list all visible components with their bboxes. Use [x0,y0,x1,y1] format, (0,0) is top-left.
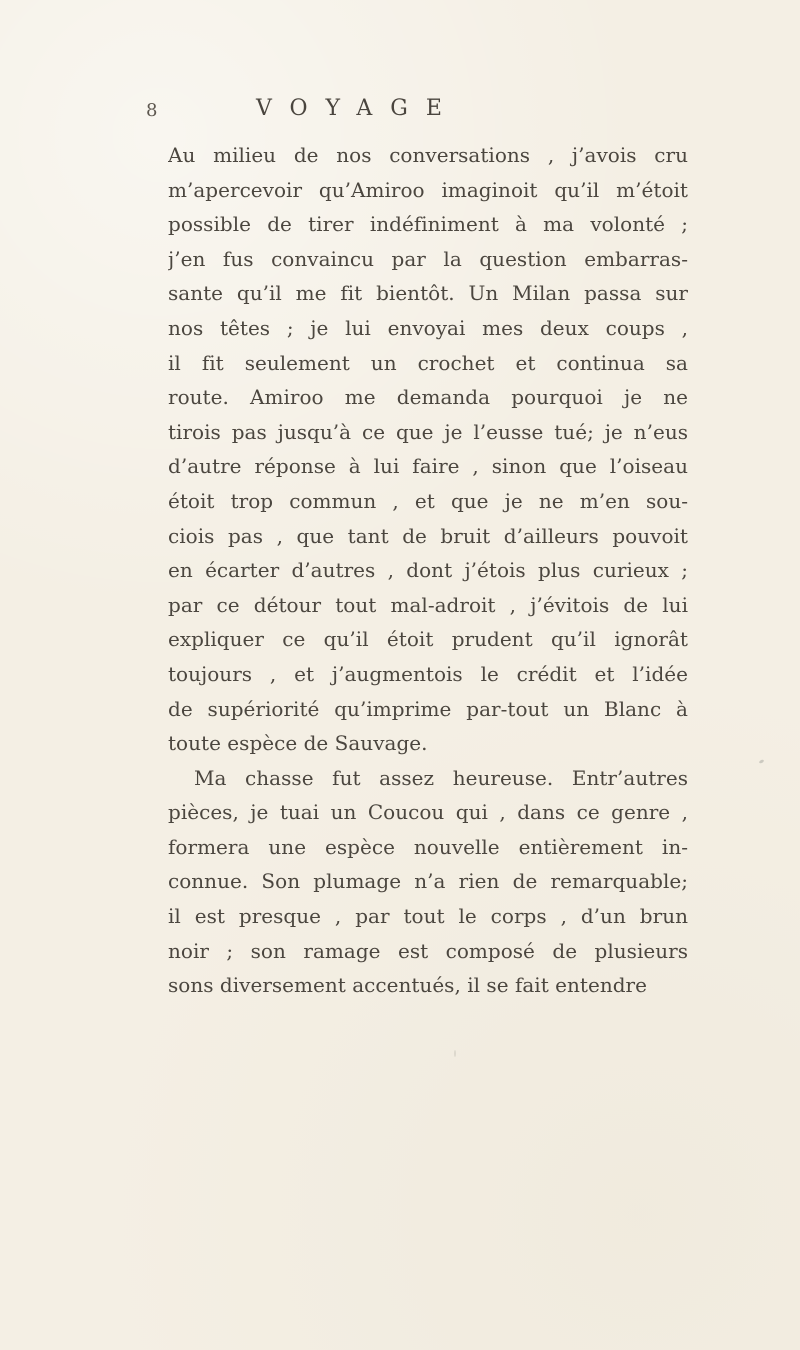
text-line: nos têtes ; je lui envoyai mes deux coups , [168,315,688,340]
text-line: pièces, je tuai un Coucou qui , dans ce genre , [168,800,688,825]
text-line: il fit seulement un crochet et continua sa [168,350,688,375]
text-line: il est presque , par tout le corps , d’un brun [168,904,688,929]
text-line: tirois pas jusqu’à ce que je l’eusse tué; je n’eus [168,419,688,444]
text-line: Au milieu de nos conversations , j’avois cru [168,143,688,167]
text-line: route. Amiroo me demanda pourquoi je ne [168,385,688,410]
text-line: sante qu’il me fit bientôt. Un Milan passa sur [168,281,688,306]
text-line: ciois pas , que tant de bruit d’ailleurs pouvoit [168,523,688,548]
paper-speck [454,1050,456,1057]
text-line: par ce détour tout mal-adroit , j’évitois de lui [168,592,688,617]
text-line: d’autre réponse à lui faire , sinon que l’oiseau [168,454,688,479]
text-line: sons diversement accentués, il se fait entendre [168,973,647,998]
text-line: étoit trop commun , et que je ne m’en sou- [168,488,688,513]
text-line: possible de tirer indéfiniment à ma volonté ; [168,212,688,237]
body-text [168,138,688,1003]
text-line: j’en fus convaincu par la question embarras- [168,246,688,271]
text-line: formera une espèce nouvelle entièrement in- [168,834,688,859]
text-line: Ma chasse fut assez heureuse. Entr’autres [194,765,688,790]
page-number: 8 [146,100,158,121]
running-title: VOYAGE [256,96,460,121]
paper-speck [759,759,765,764]
text-line: de supériorité qu’imprime par-tout un Blanc à [168,696,688,721]
text-line: noir ; son ramage est composé de plusieurs [168,938,688,963]
text-line: toute espèce de Sauvage. [168,731,428,756]
text-line: en écarter d’autres , dont j’étois plus curieux ; [168,558,688,583]
text-line: connue. Son plumage n’a rien de remarquable; [168,869,688,894]
page-header [146,98,566,126]
text-line: m’apercevoir qu’Amiroo imaginoit qu’il m’étoit [168,177,688,202]
text-line: toujours , et j’augmentois le crédit et l’idée [168,661,688,686]
text-line: expliquer ce qu’il étoit prudent qu’il ignorât [168,627,688,652]
